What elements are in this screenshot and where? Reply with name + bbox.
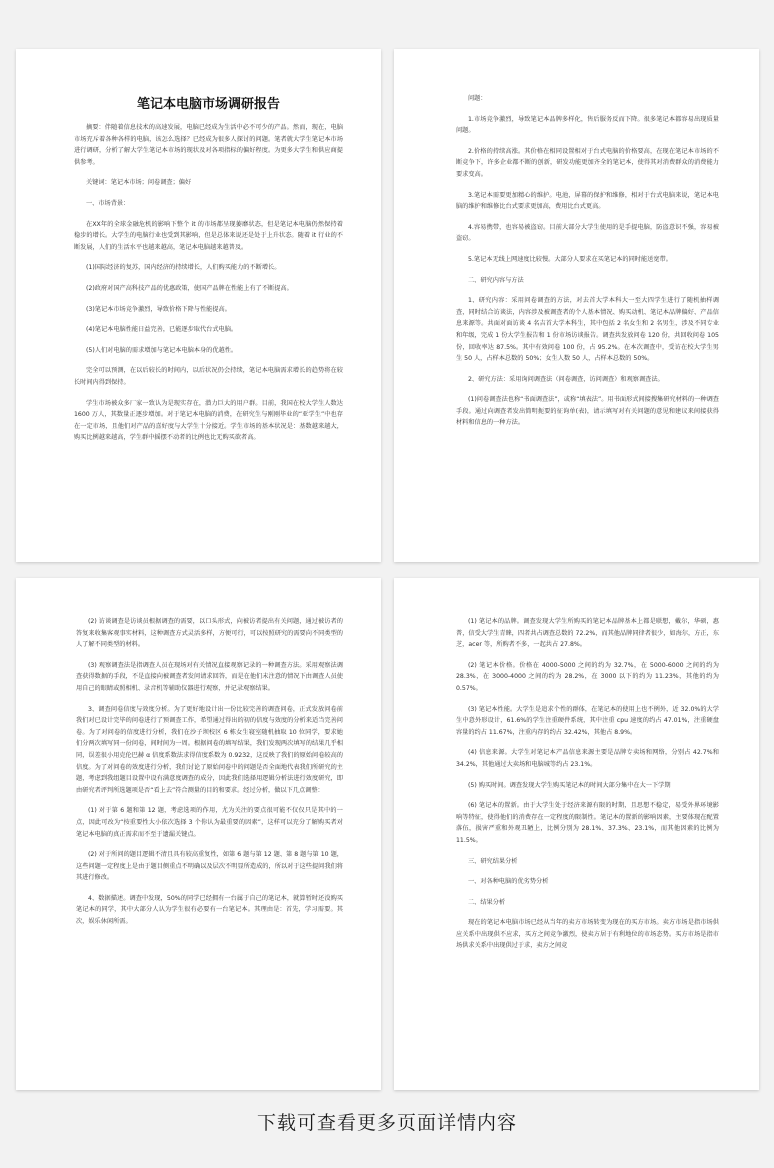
section-heading-problems: 问题： <box>468 95 487 102</box>
body-paragraph: 完全可以预测，在以后较长的时间内，以后状况仍会持续，笔记本电脑需求增长的趋势将在较长时间内得到保持。 <box>74 367 343 386</box>
download-more-prompt[interactable]: 下载可查看更多页面详情内容 <box>256 1112 517 1134</box>
keywords-line: 关键词：笔记本市场；问卷调查；偏好 <box>86 179 192 187</box>
list-item: (5)人们对电脑的需求增加与笔记本电脑本身的优越性。 <box>86 346 238 354</box>
list-item: (2) 对于所问的题目逻辑不清且具有较高重复性，如第 6 题与第 12 题、第 8 题与第 10 题，这些问题一定程度上是由于题目侧重点不明确以及层次不明显所造成的，所以对于这些提问我们将其进行修改。 <box>76 851 343 882</box>
list-item: (5) 购买时间。调查发现大学生购买笔记本的时间大部分集中在大一下学期 <box>468 781 671 789</box>
abstract-paragraph: 摘要：伴随着信息技术的高速发展，电脑已经成为生活中必不可少的产品。然而，现在，电脑市场充斥着各种各样的电脑，该怎么选择？已经成为很多人探讨的问题。笔者就大学生笔记本市场进行调研，分析了解大学生笔记本市场的现状及对各项指标的偏好程度。为更多大学生和供应商提供参考。 <box>74 124 343 166</box>
list-item: (3) 笔记本性能。大学生是追求个性的群体，在笔记本的使用上也不例外，近 32.0%的大学生中意外形设计，61.6%的学生注重硬件系统，其中注重 cpu 速度的约占 47.01%，注重硬盘容量的约占 11.67%，注重内存的约占 32.42%，其他占 8.9%。 <box>456 705 719 736</box>
body-paragraph: 3、调查问卷信度与效度分析。为了更好地设计出一份比较完善的调查问卷，正式发放问卷前我们对已设计完毕的问卷进行了预调查工作，希望通过得出的初的信度与效度的分析来适当完善问卷。为了对问卷的信度进行分析，我们在沙子坝校区 6 栋女生寝室随机抽取 10 位同学，要求她们分两次填写同一份问卷，间时间为一周。根据问卷的填写结果，我们发现两次填写的结果几乎相同，误差很小用克伦巴赫 α 信度系数法求得信度系数为 0.9232，这反映了我们的原始问卷较高的信度。为了对问卷的效度进行分析，我们讨论了原始问卷中的问题是否全面地代表我们所研究的主题，考虑到我组题目设置中设有满意度调查的成分，因此我们选择用逻辑分析法进行效度研究，即由研究者评判所选题项是否“看上去”符合测量的目的和要求。经过分析，做以下几点调整： <box>76 705 343 794</box>
list-item: 4.容易携带，也容易被盗窃。目前大部分大学生使用的是手提电脑，防盗意识不强，容易被盗窃。 <box>456 223 719 243</box>
section-heading-methods: 二、研究内容与方法 <box>468 276 524 284</box>
list-item: (6) 笔记本的置新。由于大学生处于经济来源有限的时期，且思想不稳定，易受外界环境影响等特征，使得他们的消费存在一定程度的限制性。笔记本的置新的影响因素，主要体现在配置落伍，损害严重和外观丑陋上，比例分别为 28.1%、37.3%、23.1%，而其他因素的比例为 11.5%。 <box>456 802 719 844</box>
subsection-heading: 一、对各种电脑的优劣势分析 <box>468 878 549 886</box>
document-title: 笔记本电脑市场调研报告 <box>136 97 280 112</box>
body-paragraph: 在XX年的全球金融危机的影响下整个 it 的市场都呈现萎靡状态，但是笔记本电脑仍然保持着稳步的增长。大学生的电脑行业也受到其影响，但是总体来说还是处于上升状态。随着 it 行业的不断发展，人们的生活水平也越来越高，笔记本电脑越来越普及。 <box>74 220 343 251</box>
body-paragraph: (2) 访谈调查是访谈员根据调查的需要，以口头形式，向被访者提出有关问题，通过被访者的答复来收集客观事实材料，这种调查方式灵活多样，方便可行，可以按照研究的需要向不同类型的人了解不同类型的材料。 <box>76 618 343 649</box>
body-paragraph: 学生市场被众多厂家一致认为是现实存在，潜力巨大的用户群。目前，我国在校大学生人数达 1600 万人，其数量正逐步增加。对于笔记本电脑的消费，在研究生与刚刚毕业的“亚学生”中也存在一定市场，且他们对产品的喜好度与大学生十分接近。学生市场的基本状况是：基数越来越大，购买比例越来越高，学生群中摇摆不动者的比例也比无购买欲者高。 <box>74 399 343 442</box>
list-item: (1) 笔记本的品牌。调查发现大学生所购买的笔记本品牌基本上都是联想，戴尔，华硕，惠普，信受大学生青睐，四者共占调查总数的 72.2%，而其他品牌同律者很少，如海尔，方正，东芝，acer 等，所购者不多，一起共占 27.8%。 <box>456 618 719 649</box>
list-item: (1) 对于第 6 题和第 12 题，考虑选项的作用，尤为关注的要点很可能不仅仅只是其中的一点，因此可改为“按重要性大小依次选择 3 个你认为最重要的因素”，这样可以充分了解购买者对笔记本电脑的真正需求而不至于遗漏关键点。 <box>76 807 343 838</box>
section-heading-market-background: 一、市场背景： <box>86 199 130 207</box>
document-page-3 <box>16 578 381 1090</box>
body-paragraph: 4、数据描述。调查中发现，50%的同学已经拥有一台属于自己的笔记本，就算暂时还没购买笔记本的同学，其中大部分人认为学生很有必要有一台笔记本。其理由是：首先，学习需要。其次，娱乐休闲所需。 <box>76 894 343 926</box>
document-page-4 <box>394 578 759 1090</box>
subsection-heading: 二、结果分析 <box>468 898 506 906</box>
body-paragraph: (3) 观察调查法是指调查人员在现场对有关情况直接观察记录的一种调查方法。采用观察法调查获得数据的手段，不是直接向被调查者发问请求回答，而是在他们未注意的情况下由调查人员使用自己的眼睛或照相机、录音机等辅助仪器进行观察，并记录观察结果。 <box>76 661 343 692</box>
list-item: 5.笔记本无线上网速度比较慢。大部分人要求在买笔记本的同时能送宽带。 <box>468 255 672 263</box>
list-item: (4) 信息来源。大学生对笔记本产品信息来源主要是品牌专卖场和网络，分别占 42.7%和 34.2%，其他通过大卖场和电脑城等约占 23.1%。 <box>456 749 719 768</box>
list-item: (2)政府对国产高科技产品的优惠政策，使国产品牌在性能上有了不断提高。 <box>86 284 293 292</box>
list-item: 3.笔记本需要更加精心的维护。电池，屏幕的保护和维修，相对于台式电脑来说，笔记本电脑的维护和维修比台式要求更加高，费用比台式更高。 <box>456 191 719 211</box>
list-item: 1.市场竞争激烈，导致笔记本品牌多样化，售后服务反而下降。很多笔记本都容易出现质量问题。 <box>456 115 719 135</box>
document-page-1 <box>16 49 381 562</box>
section-heading-results: 三、研究结果分析 <box>468 857 518 865</box>
body-paragraph: 2、研究方法：采用询问调查法（问卷调查，访问调查）和观察调查法。 <box>468 375 664 383</box>
body-paragraph: 1、研究内容：采用问卷调查的方法，对去首大学本科大一至大四学生进行了随机抽样调查，同时结合访谈法，内容涉及被调查者的个人基本情况、购买动机、笔记本品牌偏好、产品信息来源等。共面对面访谈 4 名吉首大学本科生，其中包括 2 名女生和 2 名男生，涉及不同专业和年级，完成 1 份大学生报告和 1 份市场访谈报告。调查共发放问卷 120 份，共回收问卷 105 份，回收率达 87.5%。其中有效问卷 100 份，占 95.2%。在本次调查中，受访在校大学生男生 50 人，占样本总数的 50%；女生人数 50 人，占样本总数的 50%。 <box>456 297 719 363</box>
body-paragraph: (1)问卷调查法也称“书面调查法”，或称“填表法”。用书面形式间接搜集研究材料的一种调查手段。通过向调查者发出简明扼要的征询单(表)，请示填写对有关问题的意见和建议来间接获得材料和信息的一种方法。 <box>456 396 719 427</box>
document-page-2 <box>394 49 759 562</box>
body-paragraph: 现在的笔记本电脑市场已经从当年的卖方市场转变为现在的买方市场。卖方市场是指市场供应关系中出现供不应求，买方之间竞争激烈，使卖方居于有利地位的市场态势。买方市场是指市场供求关系中出现供过于求，卖方之间竞 <box>456 919 719 950</box>
list-item: (4)笔记本电脑性能日益完善，已能逐步取代台式电脑。 <box>86 326 238 334</box>
list-item: (3)笔记本市场竞争激烈，导致价格下降与性能提高。 <box>86 305 231 313</box>
list-item: (1)国际经济的复苏，国内经济的持续增长，人们购买能力的不断增长。 <box>86 264 281 272</box>
list-item: 2.价格的持续高涨。其价格在相同设置相对于台式电脑的价格要高，在现在笔记本市场的不断竞争下，许多企业都不断的创新，研发功能更加齐全的笔记本，使得其对消费群众的消费能力要求变高。 <box>456 147 719 178</box>
list-item: (2) 笔记本价格。价格在 4000-5000 之间的约为 32.7%，在 5000-6000 之间的约为 28.3%，在 3000-4000 之间的约为 28.2%，在 3000 以下的约为 11.23%，其他的约为 0.57%。 <box>456 661 719 692</box>
